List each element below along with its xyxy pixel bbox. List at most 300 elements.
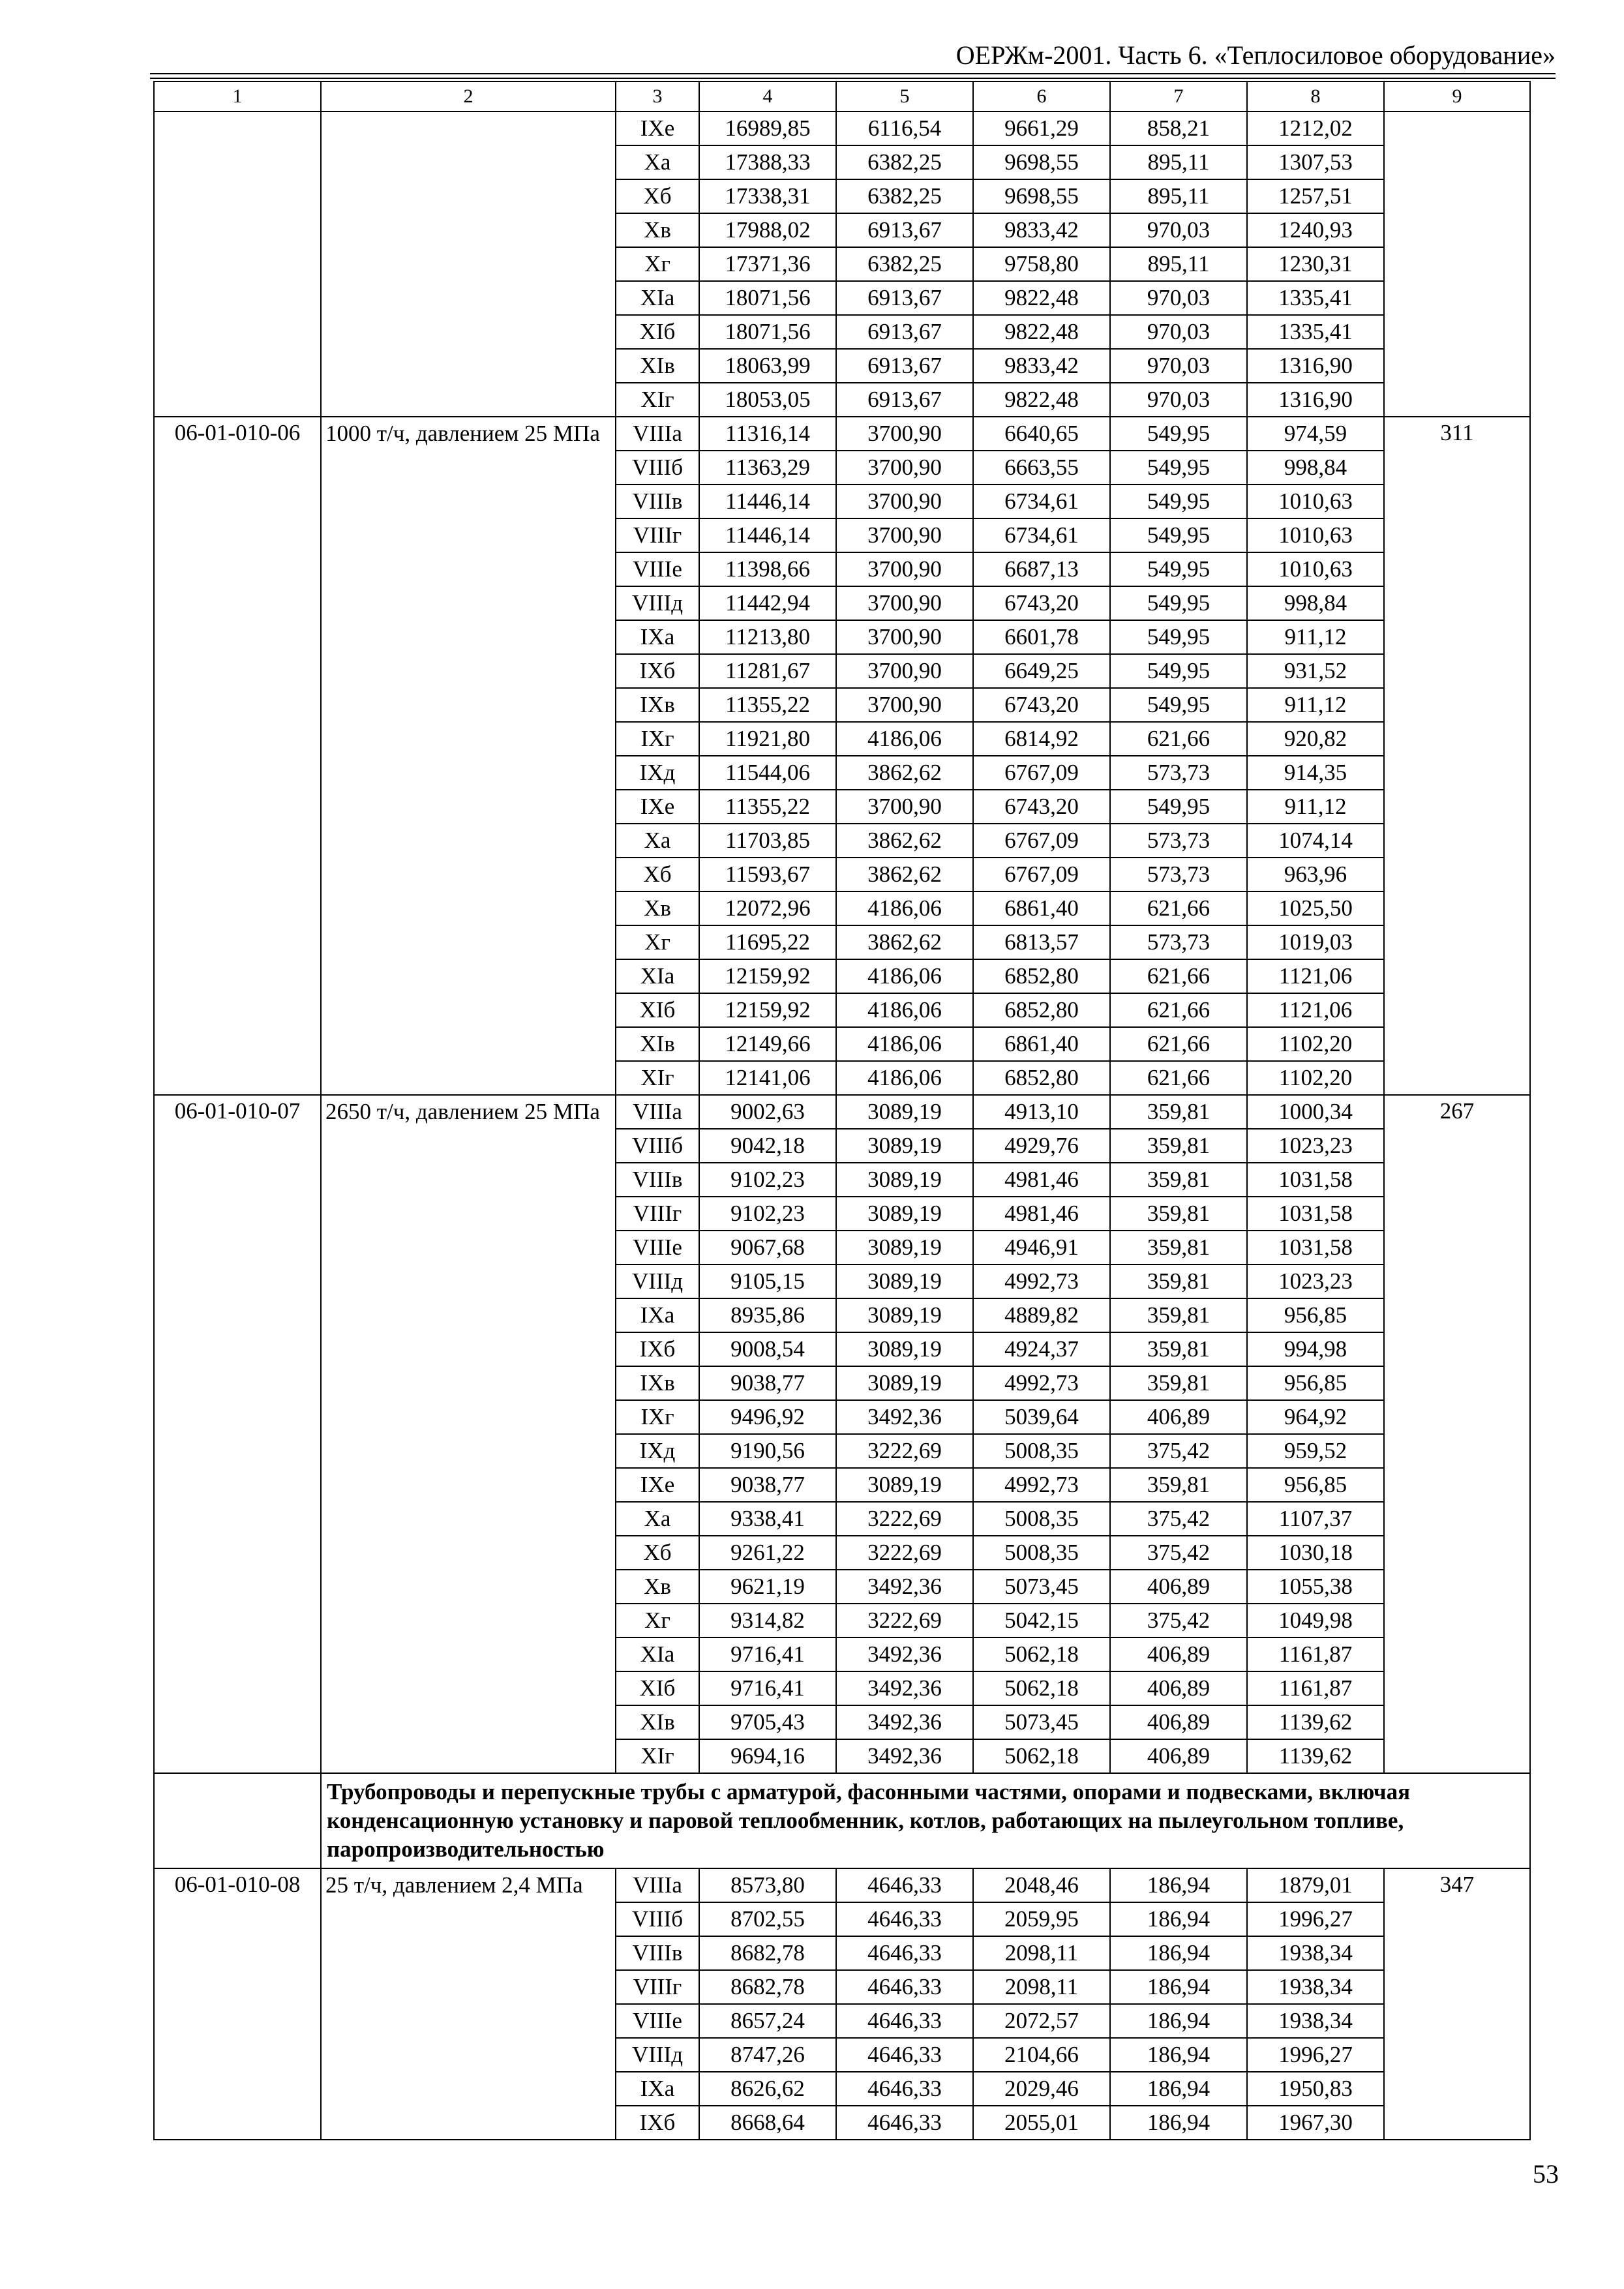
labor-cost-cell: 4646,33	[836, 1902, 973, 1936]
material-cost-cell: 1316,90	[1247, 349, 1384, 383]
operator-wage-cell: 406,89	[1110, 1638, 1247, 1671]
machine-cost-cell: 5008,35	[973, 1502, 1110, 1536]
operator-wage-cell: 375,42	[1110, 1502, 1247, 1536]
wage-zone-cell: VIIIа	[616, 417, 699, 451]
total-cost-cell: 8573,80	[699, 1868, 836, 1902]
labor-cost-cell: 6116,54	[836, 112, 973, 145]
labor-cost-cell: 3089,19	[836, 1366, 973, 1400]
material-cost-cell: 1010,63	[1247, 485, 1384, 518]
total-cost-cell: 9008,54	[699, 1332, 836, 1366]
wage-zone-cell: VIIIб	[616, 1902, 699, 1936]
operator-wage-cell: 970,03	[1110, 315, 1247, 349]
total-cost-cell: 11442,94	[699, 586, 836, 620]
total-cost-cell: 12159,92	[699, 959, 836, 993]
material-cost-cell: 1102,20	[1247, 1061, 1384, 1095]
operator-wage-cell: 895,11	[1110, 179, 1247, 213]
operator-wage-cell: 186,94	[1110, 2106, 1247, 2140]
material-cost-cell: 1031,58	[1247, 1163, 1384, 1197]
total-cost-cell: 8668,64	[699, 2106, 836, 2140]
operator-wage-cell: 621,66	[1110, 1061, 1247, 1095]
wage-zone-cell: XIа	[616, 959, 699, 993]
wage-zone-cell: VIIIг	[616, 1197, 699, 1231]
operator-wage-cell: 549,95	[1110, 518, 1247, 552]
column-number-row	[154, 82, 1530, 112]
labor-cost-cell: 3089,19	[836, 1468, 973, 1502]
machine-cost-cell: 6861,40	[973, 1027, 1110, 1061]
total-cost-cell: 17371,36	[699, 247, 836, 281]
material-cost-cell: 1257,51	[1247, 179, 1384, 213]
page-number: 53	[1533, 2159, 1559, 2189]
total-cost-cell: 17988,02	[699, 213, 836, 247]
labor-cost-cell: 3700,90	[836, 688, 973, 722]
material-cost-cell: 1139,62	[1247, 1739, 1384, 1773]
labor-cost-cell: 3492,36	[836, 1638, 973, 1671]
total-cost-cell: 9705,43	[699, 1705, 836, 1739]
machine-cost-cell: 4913,10	[973, 1095, 1110, 1129]
wage-zone-cell: IXе	[616, 790, 699, 824]
material-cost-cell: 1102,20	[1247, 1027, 1384, 1061]
labor-cost-cell: 3089,19	[836, 1231, 973, 1264]
machine-cost-cell: 6852,80	[973, 993, 1110, 1027]
labor-cost-cell: 3700,90	[836, 790, 973, 824]
machine-cost-cell: 4889,82	[973, 1298, 1110, 1332]
table-row	[154, 112, 1530, 145]
material-cost-cell: 1879,01	[1247, 1868, 1384, 1902]
total-cost-cell: 9102,23	[699, 1163, 836, 1197]
material-cost-cell: 959,52	[1247, 1434, 1384, 1468]
wage-zone-cell: XIв	[616, 1027, 699, 1061]
material-cost-cell: 998,84	[1247, 586, 1384, 620]
wage-zone-cell: IXа	[616, 1298, 699, 1332]
labor-cost-cell: 3222,69	[836, 1434, 973, 1468]
col9-cell: 311	[1384, 417, 1530, 1095]
labor-cost-cell: 6382,25	[836, 145, 973, 179]
labor-cost-cell: 4646,33	[836, 2038, 973, 2072]
wage-zone-cell: IXб	[616, 2106, 699, 2140]
wage-zone-cell: IXе	[616, 112, 699, 145]
column-number: 8	[1247, 82, 1384, 112]
machine-cost-cell: 6852,80	[973, 1061, 1110, 1095]
machine-cost-cell: 5062,18	[973, 1638, 1110, 1671]
material-cost-cell: 974,59	[1247, 417, 1384, 451]
labor-cost-cell: 3862,62	[836, 858, 973, 891]
material-cost-cell: 931,52	[1247, 654, 1384, 688]
operator-wage-cell: 406,89	[1110, 1400, 1247, 1434]
labor-cost-cell: 4646,33	[836, 2004, 973, 2038]
code-cell	[154, 112, 321, 417]
machine-cost-cell: 6814,92	[973, 722, 1110, 756]
labor-cost-cell: 4186,06	[836, 1027, 973, 1061]
machine-cost-cell: 9833,42	[973, 213, 1110, 247]
operator-wage-cell: 186,94	[1110, 1936, 1247, 1970]
col9-cell	[1384, 112, 1530, 417]
machine-cost-cell: 6743,20	[973, 688, 1110, 722]
operator-wage-cell: 406,89	[1110, 1671, 1247, 1705]
wage-zone-cell: IXе	[616, 1468, 699, 1502]
operator-wage-cell: 549,95	[1110, 620, 1247, 654]
labor-cost-cell: 6382,25	[836, 179, 973, 213]
material-cost-cell: 911,12	[1247, 620, 1384, 654]
material-cost-cell: 1335,41	[1247, 315, 1384, 349]
price-table	[153, 81, 1531, 2140]
machine-cost-cell: 9822,48	[973, 315, 1110, 349]
total-cost-cell: 8702,55	[699, 1902, 836, 1936]
machine-cost-cell: 4992,73	[973, 1264, 1110, 1298]
wage-zone-cell: VIIIд	[616, 1264, 699, 1298]
labor-cost-cell: 4646,33	[836, 1970, 973, 2004]
wage-zone-cell: XIб	[616, 1671, 699, 1705]
material-cost-cell: 956,85	[1247, 1298, 1384, 1332]
wage-zone-cell: Xг	[616, 247, 699, 281]
total-cost-cell: 18071,56	[699, 315, 836, 349]
operator-wage-cell: 970,03	[1110, 349, 1247, 383]
operator-wage-cell: 621,66	[1110, 1027, 1247, 1061]
wage-zone-cell: IXа	[616, 2072, 699, 2106]
operator-wage-cell: 549,95	[1110, 790, 1247, 824]
machine-cost-cell: 5073,45	[973, 1570, 1110, 1604]
wage-zone-cell: Xг	[616, 925, 699, 959]
running-header: ОЕРЖм-2001. Часть 6. «Теплосиловое оборудование»	[955, 40, 1556, 70]
machine-cost-cell: 6767,09	[973, 756, 1110, 790]
total-cost-cell: 11355,22	[699, 790, 836, 824]
machine-cost-cell: 4981,46	[973, 1197, 1110, 1231]
labor-cost-cell: 3700,90	[836, 654, 973, 688]
header-rule-double	[150, 78, 1556, 79]
name-cell: 1000 т/ч, давлением 25 МПа	[321, 417, 616, 1095]
wage-zone-cell: IXа	[616, 620, 699, 654]
labor-cost-cell: 4186,06	[836, 993, 973, 1027]
machine-cost-cell: 6687,13	[973, 552, 1110, 586]
col9-cell: 347	[1384, 1868, 1530, 2140]
labor-cost-cell: 4646,33	[836, 2072, 973, 2106]
table-row	[154, 417, 1530, 451]
table-body	[154, 82, 1530, 2140]
machine-cost-cell: 4946,91	[973, 1231, 1110, 1264]
operator-wage-cell: 573,73	[1110, 858, 1247, 891]
total-cost-cell: 9038,77	[699, 1366, 836, 1400]
wage-zone-cell: Xа	[616, 1502, 699, 1536]
machine-cost-cell: 2029,46	[973, 2072, 1110, 2106]
labor-cost-cell: 6913,67	[836, 213, 973, 247]
operator-wage-cell: 186,94	[1110, 1902, 1247, 1936]
machine-cost-cell: 4981,46	[973, 1163, 1110, 1197]
column-number: 7	[1110, 82, 1247, 112]
labor-cost-cell: 3222,69	[836, 1604, 973, 1638]
wage-zone-cell: IXг	[616, 722, 699, 756]
table-row	[154, 1095, 1530, 1129]
material-cost-cell: 1938,34	[1247, 1970, 1384, 2004]
wage-zone-cell: Xг	[616, 1604, 699, 1638]
material-cost-cell: 1230,31	[1247, 247, 1384, 281]
section-blank-cell	[154, 1773, 321, 1868]
section-title: Трубопроводы и перепускные трубы с арматурой, фасонными частями, опорами и подвесками, включая конденсационную установку и паровой теплообменник, котлов, работающих на пылеугольном топливе, паропроизводительностью	[321, 1773, 1530, 1868]
material-cost-cell: 920,82	[1247, 722, 1384, 756]
material-cost-cell: 1030,18	[1247, 1536, 1384, 1570]
operator-wage-cell: 549,95	[1110, 586, 1247, 620]
total-cost-cell: 11398,66	[699, 552, 836, 586]
operator-wage-cell: 186,94	[1110, 1970, 1247, 2004]
total-cost-cell: 8626,62	[699, 2072, 836, 2106]
wage-zone-cell: XIг	[616, 383, 699, 417]
wage-zone-cell: VIIIб	[616, 451, 699, 485]
wage-zone-cell: VIIIв	[616, 485, 699, 518]
machine-cost-cell: 5042,15	[973, 1604, 1110, 1638]
total-cost-cell: 11446,14	[699, 485, 836, 518]
machine-cost-cell: 2048,46	[973, 1868, 1110, 1902]
material-cost-cell: 1967,30	[1247, 2106, 1384, 2140]
wage-zone-cell: XIг	[616, 1061, 699, 1095]
machine-cost-cell: 9698,55	[973, 145, 1110, 179]
material-cost-cell: 1996,27	[1247, 2038, 1384, 2072]
total-cost-cell: 11355,22	[699, 688, 836, 722]
material-cost-cell: 1950,83	[1247, 2072, 1384, 2106]
operator-wage-cell: 375,42	[1110, 1604, 1247, 1638]
total-cost-cell: 18071,56	[699, 281, 836, 315]
machine-cost-cell: 2059,95	[973, 1902, 1110, 1936]
labor-cost-cell: 3700,90	[836, 620, 973, 654]
machine-cost-cell: 9758,80	[973, 247, 1110, 281]
operator-wage-cell: 858,21	[1110, 112, 1247, 145]
wage-zone-cell: XIв	[616, 349, 699, 383]
wage-zone-cell: VIIIе	[616, 1231, 699, 1264]
total-cost-cell: 12141,06	[699, 1061, 836, 1095]
material-cost-cell: 1240,93	[1247, 213, 1384, 247]
total-cost-cell: 9102,23	[699, 1197, 836, 1231]
material-cost-cell: 1031,58	[1247, 1197, 1384, 1231]
column-number: 5	[836, 82, 973, 112]
operator-wage-cell: 359,81	[1110, 1095, 1247, 1129]
labor-cost-cell: 6913,67	[836, 315, 973, 349]
total-cost-cell: 18053,05	[699, 383, 836, 417]
operator-wage-cell: 406,89	[1110, 1705, 1247, 1739]
wage-zone-cell: IXд	[616, 756, 699, 790]
labor-cost-cell: 6913,67	[836, 349, 973, 383]
column-number: 6	[973, 82, 1110, 112]
labor-cost-cell: 4186,06	[836, 722, 973, 756]
wage-zone-cell: IXв	[616, 688, 699, 722]
labor-cost-cell: 6913,67	[836, 281, 973, 315]
total-cost-cell: 9067,68	[699, 1231, 836, 1264]
operator-wage-cell: 406,89	[1110, 1739, 1247, 1773]
total-cost-cell: 8935,86	[699, 1298, 836, 1332]
machine-cost-cell: 2072,57	[973, 2004, 1110, 2038]
column-number: 9	[1384, 82, 1530, 112]
operator-wage-cell: 186,94	[1110, 2038, 1247, 2072]
wage-zone-cell: VIIIа	[616, 1868, 699, 1902]
machine-cost-cell: 5062,18	[973, 1671, 1110, 1705]
material-cost-cell: 964,92	[1247, 1400, 1384, 1434]
machine-cost-cell: 6852,80	[973, 959, 1110, 993]
material-cost-cell: 1023,23	[1247, 1264, 1384, 1298]
wage-zone-cell: Xб	[616, 179, 699, 213]
operator-wage-cell: 621,66	[1110, 722, 1247, 756]
machine-cost-cell: 5008,35	[973, 1536, 1110, 1570]
total-cost-cell: 9105,15	[699, 1264, 836, 1298]
total-cost-cell: 11695,22	[699, 925, 836, 959]
material-cost-cell: 1121,06	[1247, 993, 1384, 1027]
total-cost-cell: 9261,22	[699, 1536, 836, 1570]
wage-zone-cell: XIа	[616, 1638, 699, 1671]
material-cost-cell: 1316,90	[1247, 383, 1384, 417]
column-number: 3	[616, 82, 699, 112]
labor-cost-cell: 3862,62	[836, 756, 973, 790]
total-cost-cell: 9042,18	[699, 1129, 836, 1163]
machine-cost-cell: 6743,20	[973, 586, 1110, 620]
operator-wage-cell: 549,95	[1110, 451, 1247, 485]
wage-zone-cell: XIв	[616, 1705, 699, 1739]
machine-cost-cell: 6663,55	[973, 451, 1110, 485]
wage-zone-cell: IXв	[616, 1366, 699, 1400]
labor-cost-cell: 3089,19	[836, 1197, 973, 1231]
material-cost-cell: 1335,41	[1247, 281, 1384, 315]
machine-cost-cell: 9833,42	[973, 349, 1110, 383]
machine-cost-cell: 5073,45	[973, 1705, 1110, 1739]
wage-zone-cell: XIг	[616, 1739, 699, 1773]
material-cost-cell: 1212,02	[1247, 112, 1384, 145]
operator-wage-cell: 186,94	[1110, 1868, 1247, 1902]
machine-cost-cell: 6649,25	[973, 654, 1110, 688]
code-cell: 06-01-010-06	[154, 417, 321, 1095]
operator-wage-cell: 359,81	[1110, 1468, 1247, 1502]
name-cell	[321, 112, 616, 417]
operator-wage-cell: 549,95	[1110, 485, 1247, 518]
labor-cost-cell: 3492,36	[836, 1570, 973, 1604]
wage-zone-cell: VIIIг	[616, 1970, 699, 2004]
machine-cost-cell: 6861,40	[973, 891, 1110, 925]
total-cost-cell: 9716,41	[699, 1638, 836, 1671]
machine-cost-cell: 4924,37	[973, 1332, 1110, 1366]
operator-wage-cell: 573,73	[1110, 824, 1247, 858]
total-cost-cell: 11593,67	[699, 858, 836, 891]
labor-cost-cell: 3862,62	[836, 925, 973, 959]
code-cell: 06-01-010-07	[154, 1095, 321, 1773]
operator-wage-cell: 359,81	[1110, 1231, 1247, 1264]
labor-cost-cell: 4186,06	[836, 959, 973, 993]
material-cost-cell: 1161,87	[1247, 1671, 1384, 1705]
machine-cost-cell: 5008,35	[973, 1434, 1110, 1468]
machine-cost-cell: 9698,55	[973, 179, 1110, 213]
wage-zone-cell: Xв	[616, 891, 699, 925]
material-cost-cell: 911,12	[1247, 688, 1384, 722]
wage-zone-cell: Xб	[616, 1536, 699, 1570]
labor-cost-cell: 3492,36	[836, 1705, 973, 1739]
total-cost-cell: 9694,16	[699, 1739, 836, 1773]
material-cost-cell: 1023,23	[1247, 1129, 1384, 1163]
machine-cost-cell: 6813,57	[973, 925, 1110, 959]
machine-cost-cell: 6734,61	[973, 485, 1110, 518]
machine-cost-cell: 5039,64	[973, 1400, 1110, 1434]
labor-cost-cell: 4186,06	[836, 1061, 973, 1095]
wage-zone-cell: VIIIг	[616, 518, 699, 552]
machine-cost-cell: 2098,11	[973, 1970, 1110, 2004]
operator-wage-cell: 549,95	[1110, 552, 1247, 586]
labor-cost-cell: 3700,90	[836, 552, 973, 586]
material-cost-cell: 1055,38	[1247, 1570, 1384, 1604]
operator-wage-cell: 970,03	[1110, 213, 1247, 247]
code-cell: 06-01-010-08	[154, 1868, 321, 2140]
operator-wage-cell: 359,81	[1110, 1298, 1247, 1332]
material-cost-cell: 1019,03	[1247, 925, 1384, 959]
machine-cost-cell: 6767,09	[973, 824, 1110, 858]
labor-cost-cell: 3089,19	[836, 1332, 973, 1366]
total-cost-cell: 9038,77	[699, 1468, 836, 1502]
material-cost-cell: 1031,58	[1247, 1231, 1384, 1264]
operator-wage-cell: 359,81	[1110, 1163, 1247, 1197]
machine-cost-cell: 4992,73	[973, 1366, 1110, 1400]
material-cost-cell: 1010,63	[1247, 518, 1384, 552]
labor-cost-cell: 6913,67	[836, 383, 973, 417]
operator-wage-cell: 895,11	[1110, 247, 1247, 281]
total-cost-cell: 9496,92	[699, 1400, 836, 1434]
labor-cost-cell: 3089,19	[836, 1298, 973, 1332]
material-cost-cell: 1938,34	[1247, 1936, 1384, 1970]
machine-cost-cell: 4992,73	[973, 1468, 1110, 1502]
wage-zone-cell: Xа	[616, 145, 699, 179]
wage-zone-cell: VIIIв	[616, 1936, 699, 1970]
total-cost-cell: 9002,63	[699, 1095, 836, 1129]
section-row	[154, 1773, 1530, 1868]
labor-cost-cell: 3700,90	[836, 518, 973, 552]
total-cost-cell: 11363,29	[699, 451, 836, 485]
total-cost-cell: 16989,85	[699, 112, 836, 145]
machine-cost-cell: 4929,76	[973, 1129, 1110, 1163]
labor-cost-cell: 4646,33	[836, 1868, 973, 1902]
material-cost-cell: 1121,06	[1247, 959, 1384, 993]
operator-wage-cell: 895,11	[1110, 145, 1247, 179]
operator-wage-cell: 359,81	[1110, 1332, 1247, 1366]
operator-wage-cell: 186,94	[1110, 2004, 1247, 2038]
operator-wage-cell: 359,81	[1110, 1129, 1247, 1163]
operator-wage-cell: 549,95	[1110, 417, 1247, 451]
material-cost-cell: 1139,62	[1247, 1705, 1384, 1739]
wage-zone-cell: VIIIд	[616, 586, 699, 620]
total-cost-cell: 12159,92	[699, 993, 836, 1027]
machine-cost-cell: 6601,78	[973, 620, 1110, 654]
material-cost-cell: 1010,63	[1247, 552, 1384, 586]
operator-wage-cell: 621,66	[1110, 959, 1247, 993]
machine-cost-cell: 6734,61	[973, 518, 1110, 552]
total-cost-cell: 9716,41	[699, 1671, 836, 1705]
total-cost-cell: 11213,80	[699, 620, 836, 654]
material-cost-cell: 1025,50	[1247, 891, 1384, 925]
column-number: 4	[699, 82, 836, 112]
operator-wage-cell: 621,66	[1110, 993, 1247, 1027]
labor-cost-cell: 3700,90	[836, 417, 973, 451]
total-cost-cell: 18063,99	[699, 349, 836, 383]
column-number: 2	[321, 82, 616, 112]
wage-zone-cell: Xв	[616, 213, 699, 247]
material-cost-cell: 963,96	[1247, 858, 1384, 891]
operator-wage-cell: 573,73	[1110, 756, 1247, 790]
labor-cost-cell: 3492,36	[836, 1739, 973, 1773]
total-cost-cell: 9621,19	[699, 1570, 836, 1604]
total-cost-cell: 12149,66	[699, 1027, 836, 1061]
labor-cost-cell: 3862,62	[836, 824, 973, 858]
material-cost-cell: 998,84	[1247, 451, 1384, 485]
total-cost-cell: 9190,56	[699, 1434, 836, 1468]
header-rule	[150, 73, 1556, 74]
operator-wage-cell: 549,95	[1110, 688, 1247, 722]
wage-zone-cell: IXг	[616, 1400, 699, 1434]
machine-cost-cell: 9661,29	[973, 112, 1110, 145]
operator-wage-cell: 186,94	[1110, 2072, 1247, 2106]
machine-cost-cell: 2055,01	[973, 2106, 1110, 2140]
total-cost-cell: 17388,33	[699, 145, 836, 179]
wage-zone-cell: VIIIа	[616, 1095, 699, 1129]
operator-wage-cell: 573,73	[1110, 925, 1247, 959]
total-cost-cell: 8747,26	[699, 2038, 836, 2072]
material-cost-cell: 1938,34	[1247, 2004, 1384, 2038]
